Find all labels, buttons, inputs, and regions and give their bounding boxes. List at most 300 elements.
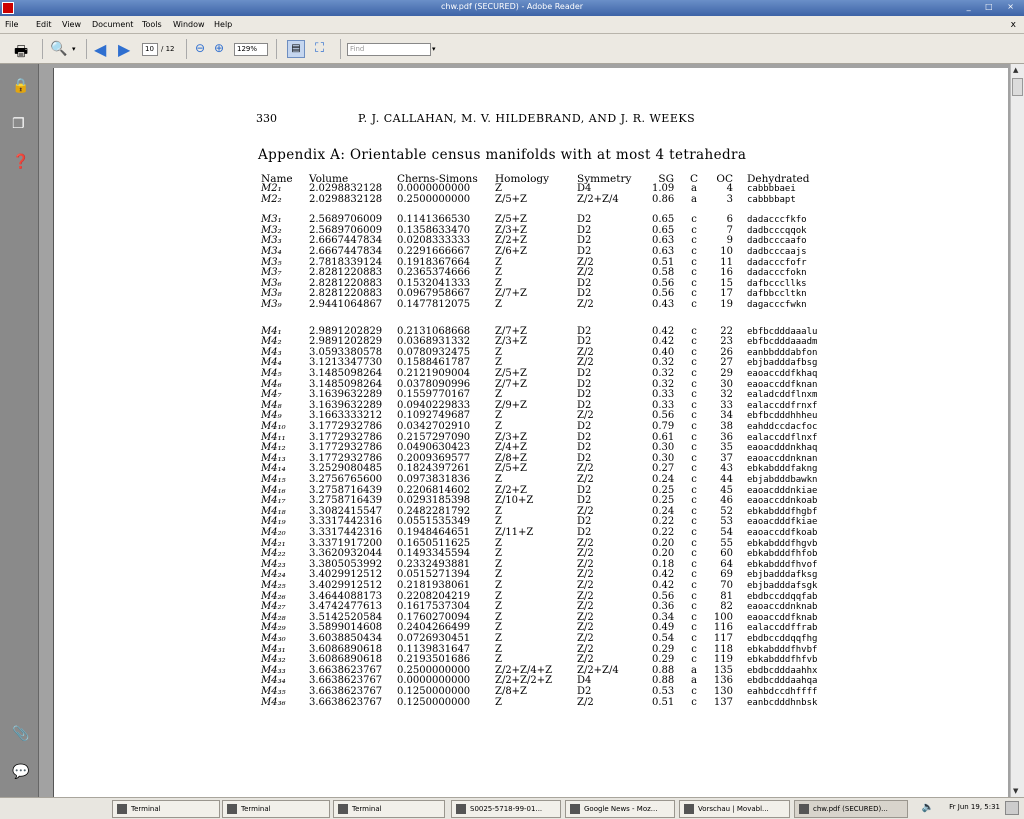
table-cell-col-cherns-simons: 0.0342702910 bbox=[397, 421, 471, 432]
table-cell-col-name: M4₁₇ bbox=[261, 495, 286, 507]
table-cell-col-symmetry: D4 bbox=[577, 675, 592, 687]
table-cell-col-symmetry: D2 bbox=[577, 399, 592, 411]
table-cell-col-volume: 2.6667447834 bbox=[309, 246, 383, 257]
table-cell-col-oc: 69 bbox=[720, 569, 733, 581]
table-cell-col-symmetry: Z/2 bbox=[577, 654, 594, 666]
table-cell-col-name: M4₂₅ bbox=[261, 580, 286, 591]
table-cell-col-volume: 3.2529080485 bbox=[309, 463, 383, 475]
header-col-volume: Volume bbox=[309, 173, 349, 185]
table-cell-col-oc: 60 bbox=[720, 548, 733, 560]
table-cell-col-dehydrated: eahbdccdhffff bbox=[747, 687, 818, 697]
table-cell-col-homology: Z bbox=[495, 633, 502, 644]
table-cell-col-c: c bbox=[691, 484, 697, 496]
table-cell-col-homology: Z bbox=[495, 267, 502, 279]
table-cell-col-oc: 137 bbox=[713, 696, 733, 708]
table-cell-col-name: M2₁ bbox=[261, 183, 282, 194]
table-cell-col-cherns-simons: 0.1477812075 bbox=[397, 299, 471, 310]
table-cell-col-volume: 3.3317442316 bbox=[309, 527, 383, 538]
table-cell-col-name: M3₅ bbox=[261, 256, 282, 268]
table-cell-col-name: M3₁ bbox=[261, 214, 282, 226]
terminal-icon bbox=[117, 804, 127, 814]
close-document-button[interactable]: x bbox=[1010, 20, 1016, 30]
table-cell-col-volume: 3.2758716439 bbox=[309, 495, 383, 507]
table-cell-col-dehydrated: ebfbcdddaaalu bbox=[747, 326, 818, 337]
table-cell-col-homology: Z bbox=[495, 601, 502, 613]
table-cell-col-symmetry: D4 bbox=[577, 183, 592, 194]
table-cell-col-symmetry: D2 bbox=[577, 484, 592, 496]
pdf-page bbox=[53, 68, 1008, 808]
table-cell-col-symmetry: Z/2 bbox=[577, 299, 594, 310]
table-cell-col-sg: 0.42 bbox=[652, 580, 675, 591]
table-cell-col-c: c bbox=[691, 537, 697, 549]
table-cell-col-dehydrated: ebkabdddfhvof bbox=[747, 559, 818, 570]
table-cell-col-symmetry: D2 bbox=[577, 277, 592, 289]
taskbar-button[interactable] bbox=[565, 800, 675, 818]
table-cell-col-name: M3₉ bbox=[261, 299, 282, 310]
table-cell-col-oc: 9 bbox=[726, 235, 733, 247]
table-cell-col-sg: 0.65 bbox=[652, 224, 675, 236]
vertical-scrollbar[interactable] bbox=[1010, 64, 1024, 797]
table-cell-col-oc: 30 bbox=[720, 378, 733, 390]
table-cell-col-homology: Z/5+Z bbox=[495, 193, 528, 205]
table-cell-col-cherns-simons: 0.1358633470 bbox=[397, 224, 471, 236]
table-cell-col-dehydrated: ealaccddffrab bbox=[747, 623, 818, 634]
table-cell-col-dehydrated: ebdbcdddaahhx bbox=[747, 665, 818, 676]
chevron-down-icon[interactable]: ▾ bbox=[72, 45, 76, 53]
table-cell-col-dehydrated: dadacccfkfo bbox=[747, 215, 807, 226]
table-cell-col-c: c bbox=[691, 558, 697, 570]
full-screen-icon[interactable]: ⛶ bbox=[315, 41, 325, 56]
table-cell-col-homology: Z bbox=[495, 516, 502, 528]
header-col-name: Name bbox=[261, 173, 293, 185]
table-cell-col-c: c bbox=[691, 590, 697, 602]
scrollbar-thumb[interactable] bbox=[1012, 78, 1023, 96]
comments-icon[interactable]: 💬 bbox=[12, 764, 30, 780]
table-cell-col-homology: Z bbox=[495, 256, 502, 268]
document-area bbox=[39, 64, 1010, 797]
help-icon[interactable]: ❓ bbox=[12, 154, 30, 170]
table-cell-col-homology: Z/6+Z bbox=[495, 246, 528, 257]
taskbar-button[interactable] bbox=[451, 800, 561, 818]
table-cell-col-cherns-simons: 0.2121909004 bbox=[397, 368, 471, 379]
table-cell-col-volume: 3.2758716439 bbox=[309, 484, 383, 496]
table-cell-col-dehydrated: eaoacdddnkhaq bbox=[747, 443, 818, 454]
table-cell-col-c: c bbox=[691, 611, 697, 623]
table-cell-col-symmetry: D2 bbox=[577, 431, 592, 443]
table-cell-col-c: a bbox=[691, 193, 697, 205]
clock: Fr Jun 19, 5:31 bbox=[949, 803, 1000, 811]
table-cell-col-c: c bbox=[691, 495, 697, 507]
table-cell-col-c: c bbox=[691, 368, 697, 379]
table-cell-col-oc: 17 bbox=[720, 288, 733, 300]
search-icon[interactable]: 🔍 bbox=[50, 41, 68, 57]
table-cell-col-dehydrated: ebjbadddafsgk bbox=[747, 581, 818, 591]
table-cell-col-dehydrated: ebjabdddbawkn bbox=[747, 475, 818, 485]
table-cell-col-c: c bbox=[691, 256, 697, 268]
table-cell-col-sg: 0.56 bbox=[652, 590, 675, 602]
menu-window[interactable]: Window bbox=[173, 20, 205, 29]
table-cell-col-sg: 0.56 bbox=[652, 288, 675, 300]
zoom-in-icon[interactable]: ⊕ bbox=[214, 41, 225, 55]
table-cell-col-sg: 0.42 bbox=[652, 569, 675, 581]
table-cell-col-c: c bbox=[691, 622, 697, 634]
table-cell-col-oc: 3 bbox=[726, 193, 733, 205]
table-cell-col-cherns-simons: 0.1092749687 bbox=[397, 410, 471, 422]
pdf-icon bbox=[799, 804, 809, 814]
table-cell-col-sg: 0.32 bbox=[652, 368, 675, 379]
table-cell-col-name: M4₁₁ bbox=[261, 431, 286, 443]
table-cell-col-cherns-simons: 0.0973831836 bbox=[397, 474, 471, 485]
table-cell-col-cherns-simons: 0.2404266499 bbox=[397, 622, 471, 634]
table-cell-col-cherns-simons: 0.1588461787 bbox=[397, 357, 471, 369]
show-desktop-icon[interactable] bbox=[1005, 801, 1019, 815]
table-cell-col-dehydrated: eahddccdacfoc bbox=[747, 422, 818, 432]
attachment-icon[interactable]: 📎 bbox=[12, 726, 30, 742]
table-cell-col-sg: 0.51 bbox=[652, 696, 675, 708]
table-cell-col-sg: 0.65 bbox=[652, 214, 675, 226]
table-cell-col-symmetry: D2 bbox=[577, 516, 592, 528]
table-cell-col-cherns-simons: 0.0368931332 bbox=[397, 336, 471, 348]
table-cell-col-name: M4₂₇ bbox=[261, 601, 286, 613]
table-cell-col-symmetry: D2 bbox=[577, 214, 592, 226]
table-cell-col-dehydrated: cabbbbaei bbox=[747, 184, 796, 194]
table-cell-col-volume: 3.4029912512 bbox=[309, 580, 383, 591]
table-cell-col-volume: 3.6038850434 bbox=[309, 633, 383, 644]
header-col-dehydrated: Dehydrated bbox=[747, 173, 810, 185]
table-cell-col-sg: 0.58 bbox=[652, 267, 675, 279]
table-cell-col-symmetry: Z/2 bbox=[577, 505, 594, 517]
terminal-icon bbox=[338, 804, 348, 814]
table-cell-col-symmetry: Z/2 bbox=[577, 463, 594, 475]
table-cell-col-cherns-simons: 0.1532041333 bbox=[397, 277, 471, 289]
table-cell-col-sg: 0.25 bbox=[652, 495, 675, 507]
menu-view[interactable]: View bbox=[62, 20, 81, 29]
table-cell-col-name: M4₂₉ bbox=[261, 622, 286, 634]
table-cell-col-name: M4₁₈ bbox=[261, 505, 286, 517]
table-cell-col-sg: 0.33 bbox=[652, 389, 675, 401]
taskbar-button[interactable] bbox=[794, 800, 908, 818]
table-cell-col-dehydrated: ebkabdddfakng bbox=[747, 464, 818, 475]
table-cell-col-sg: 0.54 bbox=[652, 633, 675, 644]
table-cell-col-volume: 2.0298832128 bbox=[309, 183, 383, 194]
table-cell-col-c: c bbox=[691, 474, 697, 485]
taskbar-button[interactable] bbox=[679, 800, 790, 818]
table-cell-col-homology: Z bbox=[495, 505, 502, 517]
table-cell-col-oc: 26 bbox=[720, 346, 733, 358]
table-cell-col-sg: 0.51 bbox=[652, 256, 675, 268]
table-cell-col-cherns-simons: 0.2365374666 bbox=[397, 267, 471, 279]
table-cell-col-oc: 130 bbox=[713, 686, 733, 697]
page-number-input[interactable]: 10 bbox=[142, 43, 158, 56]
table-cell-col-volume: 3.3082415547 bbox=[309, 505, 383, 517]
table-cell-col-symmetry: Z/2 bbox=[577, 474, 594, 485]
table-cell-col-oc: 116 bbox=[713, 622, 733, 634]
table-cell-col-sg: 0.40 bbox=[652, 346, 675, 358]
table-cell-col-c: c bbox=[691, 696, 697, 708]
table-cell-col-cherns-simons: 0.2332493881 bbox=[397, 558, 471, 570]
table-cell-col-oc: 38 bbox=[720, 421, 733, 432]
table-cell-col-sg: 0.42 bbox=[652, 325, 675, 337]
table-cell-col-symmetry: Z/2 bbox=[577, 569, 594, 581]
table-cell-col-c: c bbox=[691, 686, 697, 697]
table-cell-col-oc: 4 bbox=[726, 183, 733, 194]
table-cell-col-name: M4₃₁ bbox=[261, 643, 286, 655]
table-cell-col-name: M3₂ bbox=[261, 224, 282, 236]
table-cell-col-sg: 0.20 bbox=[652, 548, 675, 560]
table-cell-col-sg: 0.30 bbox=[652, 442, 675, 454]
table-cell-col-name: M4₃₄ bbox=[261, 675, 286, 687]
table-cell-col-symmetry: D2 bbox=[577, 246, 592, 257]
table-cell-col-volume: 3.6638623767 bbox=[309, 696, 383, 708]
table-cell-col-cherns-simons: 0.2131068668 bbox=[397, 325, 471, 337]
volume-icon[interactable]: 🔈 bbox=[921, 802, 934, 813]
table-cell-col-sg: 0.18 bbox=[652, 558, 675, 570]
table-cell-col-cherns-simons: 0.1559770167 bbox=[397, 389, 471, 401]
table-cell-col-name: M3₈ bbox=[261, 288, 282, 300]
table-cell-col-homology: Z/7+Z bbox=[495, 378, 528, 390]
table-cell-col-oc: 44 bbox=[720, 474, 733, 485]
table-cell-col-dehydrated: dafbbccltkn bbox=[747, 289, 807, 300]
find-dropdown-icon[interactable]: ▾ bbox=[432, 45, 436, 53]
table-cell-col-oc: 136 bbox=[713, 675, 733, 687]
table-cell-col-dehydrated: dagacccfwkn bbox=[747, 300, 807, 310]
table-cell-col-oc: 100 bbox=[713, 611, 733, 623]
table-cell-col-volume: 3.3620932044 bbox=[309, 548, 383, 560]
scroll-down-icon[interactable]: ▼ bbox=[1013, 787, 1019, 795]
table-cell-col-homology: Z bbox=[495, 183, 502, 194]
table-cell-col-symmetry: Z/2 bbox=[577, 548, 594, 560]
pages-icon[interactable]: ❐ bbox=[12, 116, 25, 132]
table-cell-col-symmetry: D2 bbox=[577, 336, 592, 348]
table-cell-col-symmetry: D2 bbox=[577, 421, 592, 432]
table-cell-col-homology: Z bbox=[495, 558, 502, 570]
taskbar-button-label: S0025-5718-99-01... bbox=[470, 805, 543, 813]
table-cell-col-volume: 3.0593380578 bbox=[309, 346, 383, 358]
table-cell-col-sg: 0.42 bbox=[652, 336, 675, 348]
table-cell-col-c: c bbox=[691, 548, 697, 560]
table-cell-col-symmetry: Z/2 bbox=[577, 558, 594, 570]
table-cell-col-homology: Z bbox=[495, 299, 502, 310]
zoom-select[interactable]: 129% bbox=[234, 43, 268, 56]
table-cell-col-oc: 37 bbox=[720, 452, 733, 464]
table-cell-col-sg: 0.88 bbox=[652, 664, 675, 676]
table-cell-col-name: M4₃₂ bbox=[261, 654, 286, 666]
table-cell-col-cherns-simons: 0.0378090996 bbox=[397, 378, 471, 390]
table-cell-col-volume: 3.4644088173 bbox=[309, 590, 383, 602]
table-cell-col-dehydrated: eaoaccddnknab bbox=[747, 602, 818, 613]
table-cell-col-oc: 36 bbox=[720, 431, 733, 443]
table-cell-col-c: a bbox=[691, 675, 697, 687]
table-cell-col-cherns-simons: 0.1141366530 bbox=[397, 214, 471, 226]
table-cell-col-symmetry: D2 bbox=[577, 224, 592, 236]
table-cell-col-homology: Z/5+Z bbox=[495, 368, 528, 379]
table-cell-col-symmetry: Z/2+Z/4 bbox=[577, 193, 619, 205]
table-cell-col-volume: 3.6638623767 bbox=[309, 686, 383, 697]
table-cell-col-sg: 0.20 bbox=[652, 537, 675, 549]
table-cell-col-dehydrated: ebdbccddqqfab bbox=[747, 591, 818, 602]
taskbar-button[interactable] bbox=[112, 800, 220, 818]
table-cell-col-homology: Z/2+Z/4+Z bbox=[495, 664, 553, 676]
table-cell-col-oc: 118 bbox=[713, 643, 733, 655]
table-cell-col-oc: 53 bbox=[720, 516, 733, 528]
header-col-c: C bbox=[689, 173, 699, 185]
toolbar bbox=[0, 34, 1024, 64]
table-cell-col-volume: 3.3805053992 bbox=[309, 558, 383, 570]
table-cell-col-homology: Z/7+Z bbox=[495, 325, 528, 337]
table-cell-col-volume: 2.6667447834 bbox=[309, 235, 383, 247]
table-cell-col-name: M4₁₄ bbox=[261, 463, 286, 475]
table-cell-col-symmetry: Z/2 bbox=[577, 346, 594, 358]
table-cell-col-oc: 7 bbox=[726, 224, 733, 236]
table-cell-col-sg: 0.24 bbox=[652, 505, 675, 517]
table-cell-col-cherns-simons: 0.1139831647 bbox=[397, 643, 471, 655]
table-cell-col-sg: 0.49 bbox=[652, 622, 675, 634]
table-cell-col-dehydrated: ebfbcdddaaadm bbox=[747, 337, 818, 348]
window-controls[interactable]: _ □ × bbox=[966, 2, 1020, 11]
table-cell-col-c: c bbox=[691, 277, 697, 289]
table-cell-col-sg: 0.61 bbox=[652, 431, 675, 443]
table-cell-col-symmetry: Z/2 bbox=[577, 643, 594, 655]
table-cell-col-name: M4₃ bbox=[261, 346, 282, 358]
table-cell-col-oc: 29 bbox=[720, 368, 733, 379]
table-cell-col-c: c bbox=[691, 463, 697, 475]
find-input[interactable] bbox=[347, 43, 431, 56]
table-cell-col-volume: 3.1213347730 bbox=[309, 357, 383, 369]
table-cell-col-name: M3₃ bbox=[261, 235, 282, 247]
print-icon[interactable]: 🖶 bbox=[14, 42, 29, 60]
menu-help[interactable]: Help bbox=[214, 20, 233, 29]
table-cell-col-sg: 0.53 bbox=[652, 686, 675, 697]
table-cell-col-name: M3₇ bbox=[261, 267, 282, 279]
table-cell-col-cherns-simons: 0.0293185398 bbox=[397, 495, 471, 507]
table-cell-col-cherns-simons: 0.1948464651 bbox=[397, 527, 471, 538]
table-cell-col-homology: Z bbox=[495, 421, 502, 432]
table-cell-col-oc: 34 bbox=[720, 410, 733, 422]
menu-edit[interactable]: Edit bbox=[36, 20, 52, 29]
table-cell-col-c: c bbox=[691, 214, 697, 226]
table-cell-col-dehydrated: ebdbccddqqfhg bbox=[747, 634, 818, 644]
lock-icon[interactable]: 🔒 bbox=[12, 78, 30, 94]
table-cell-col-oc: 16 bbox=[720, 267, 733, 279]
taskbar-button-label: Terminal bbox=[131, 805, 161, 813]
table-cell-col-sg: 0.24 bbox=[652, 474, 675, 485]
table-cell-col-volume: 3.1772932786 bbox=[309, 421, 383, 432]
browser-icon bbox=[684, 804, 694, 814]
table-cell-col-volume: 3.2756765600 bbox=[309, 474, 383, 485]
table-cell-col-c: c bbox=[691, 357, 697, 369]
table-cell-col-name: M4₃₃ bbox=[261, 664, 286, 676]
table-cell-col-cherns-simons: 0.2500000000 bbox=[397, 664, 471, 676]
table-cell-col-c: c bbox=[691, 235, 697, 247]
table-cell-col-c: c bbox=[691, 431, 697, 443]
table-cell-col-oc: 19 bbox=[720, 299, 733, 310]
table-cell-col-sg: 0.63 bbox=[652, 246, 675, 257]
table-cell-col-cherns-simons: 0.0208333333 bbox=[397, 235, 471, 247]
table-cell-col-sg: 0.34 bbox=[652, 611, 675, 623]
running-header: P. J. CALLAHAN, M. V. HILDEBRAND, AND J. R. WEEKS bbox=[358, 112, 696, 125]
table-cell-col-oc: 11 bbox=[720, 256, 733, 268]
table-cell-col-volume: 2.5689706009 bbox=[309, 214, 383, 226]
table-cell-col-sg: 0.25 bbox=[652, 484, 675, 496]
table-cell-col-name: M4₂ bbox=[261, 336, 282, 348]
table-cell-col-homology: Z/4+Z bbox=[495, 442, 528, 454]
table-cell-col-dehydrated: ebkabdddfhfob bbox=[747, 549, 818, 560]
menu-bar bbox=[0, 16, 1024, 34]
table-cell-col-sg: 0.56 bbox=[652, 410, 675, 422]
table-cell-col-oc: 54 bbox=[720, 527, 733, 538]
table-cell-col-c: c bbox=[691, 633, 697, 644]
table-cell-col-homology: Z bbox=[495, 611, 502, 623]
table-cell-col-volume: 3.1772932786 bbox=[309, 431, 383, 443]
table-cell-col-name: M4₁₃ bbox=[261, 452, 286, 464]
table-cell-col-dehydrated: dadacccfokn bbox=[747, 268, 807, 279]
table-cell-col-homology: Z/7+Z bbox=[495, 288, 528, 300]
table-cell-col-sg: 0.32 bbox=[652, 357, 675, 369]
fit-page-icon[interactable]: ▤ bbox=[287, 40, 305, 58]
previous-page-icon[interactable]: ◀ bbox=[94, 40, 107, 59]
menu-tools[interactable]: Tools bbox=[142, 20, 162, 29]
scroll-up-icon[interactable]: ▲ bbox=[1013, 66, 1019, 74]
table-cell-col-homology: Z/5+Z bbox=[495, 463, 528, 475]
table-cell-col-c: c bbox=[691, 505, 697, 517]
table-cell-col-symmetry: D2 bbox=[577, 378, 592, 390]
table-cell-col-volume: 3.1663333212 bbox=[309, 410, 383, 422]
taskbar-button[interactable] bbox=[222, 800, 330, 818]
table-cell-col-dehydrated: ebdbcdddaahqa bbox=[747, 676, 818, 687]
taskbar-button-label: Terminal bbox=[352, 805, 382, 813]
table-cell-col-cherns-simons: 0.1760270094 bbox=[397, 611, 471, 623]
table-cell-col-oc: 135 bbox=[713, 664, 733, 676]
header-col-oc: OC bbox=[716, 173, 733, 185]
navigation-sidebar bbox=[0, 64, 39, 797]
table-cell-col-oc: 82 bbox=[720, 601, 733, 613]
table-cell-col-volume: 2.9441064867 bbox=[309, 299, 383, 310]
table-cell-col-c: c bbox=[691, 378, 697, 390]
table-cell-col-name: M4₂₁ bbox=[261, 537, 286, 549]
table-cell-col-homology: Z/10+Z bbox=[495, 495, 534, 507]
table-cell-col-oc: 27 bbox=[720, 357, 733, 369]
table-cell-col-volume: 2.8281220883 bbox=[309, 288, 383, 300]
taskbar-button[interactable] bbox=[333, 800, 445, 818]
table-cell-col-sg: 0.22 bbox=[652, 527, 675, 538]
table-cell-col-dehydrated: dadbcccaajs bbox=[747, 247, 807, 257]
table-cell-col-oc: 119 bbox=[713, 654, 733, 666]
table-cell-col-symmetry: Z/2 bbox=[577, 696, 594, 708]
table-cell-col-dehydrated: ebkabdddfhfvb bbox=[747, 655, 818, 666]
next-page-icon[interactable]: ▶ bbox=[118, 40, 131, 59]
table-cell-col-dehydrated: dadbcccaafo bbox=[747, 236, 807, 247]
table-cell-col-dehydrated: eaoaccddfkoab bbox=[747, 528, 818, 538]
table-cell-col-symmetry: D2 bbox=[577, 288, 592, 300]
menu-document[interactable]: Document bbox=[92, 20, 134, 29]
table-cell-col-volume: 3.1772932786 bbox=[309, 452, 383, 464]
table-cell-col-c: c bbox=[691, 325, 697, 337]
menu-file[interactable]: File bbox=[5, 20, 19, 29]
table-cell-col-oc: 55 bbox=[720, 537, 733, 549]
zoom-out-icon[interactable]: ⊖ bbox=[195, 41, 206, 55]
table-cell-col-c: c bbox=[691, 346, 697, 358]
table-cell-col-name: M4₃₀ bbox=[261, 633, 286, 644]
table-cell-col-dehydrated: eaoaccddnknan bbox=[747, 453, 818, 464]
table-cell-col-dehydrated: ealadcddflnxm bbox=[747, 390, 818, 401]
table-cell-col-c: c bbox=[691, 452, 697, 464]
header-col-cherns-simons: Cherns-Simons bbox=[397, 173, 478, 185]
table-cell-col-volume: 3.6638623767 bbox=[309, 664, 383, 676]
table-cell-col-sg: 0.27 bbox=[652, 463, 675, 475]
table-cell-col-oc: 22 bbox=[720, 325, 733, 337]
table-cell-col-sg: 0.63 bbox=[652, 235, 675, 247]
table-cell-col-volume: 2.8281220883 bbox=[309, 277, 383, 289]
